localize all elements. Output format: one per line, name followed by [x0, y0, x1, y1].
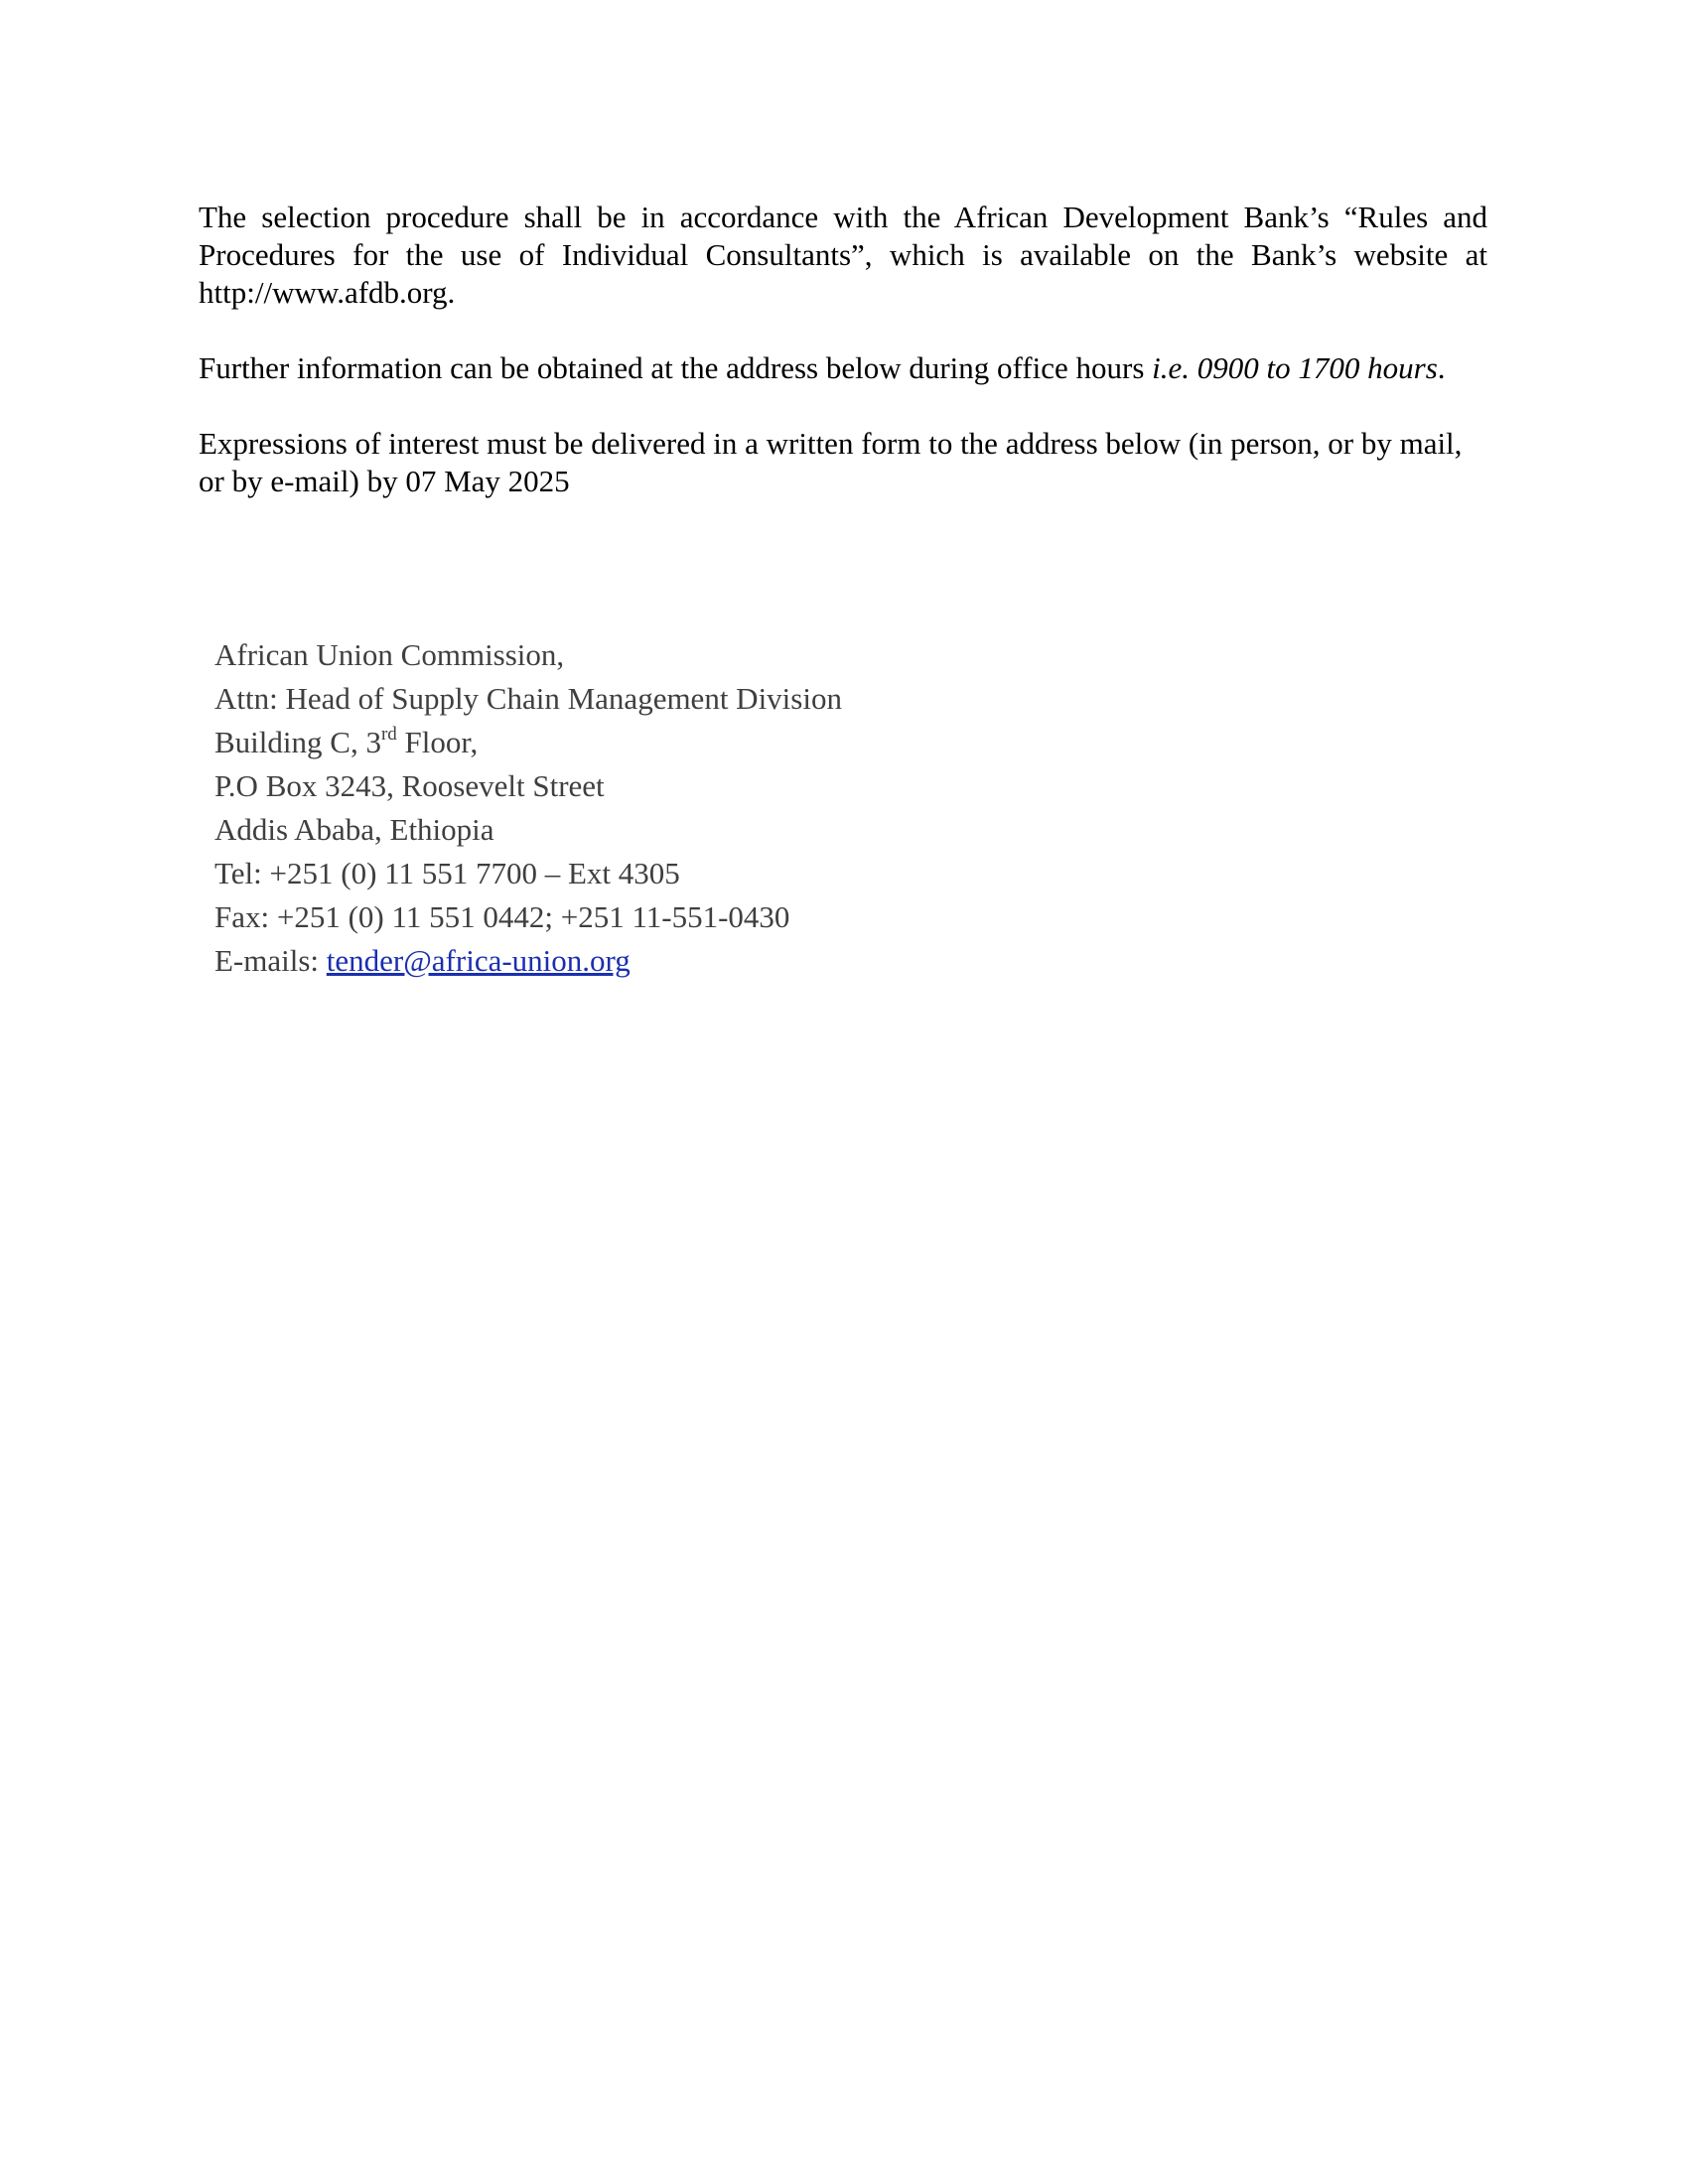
address-attention: Attn: Head of Supply Chain Management Division — [214, 681, 842, 716]
address-organization: African Union Commission, — [214, 637, 565, 672]
further-information-end: . — [1437, 350, 1446, 385]
further-information-paragraph — [199, 349, 1487, 387]
address-building-prefix: Building C, 3 — [214, 725, 381, 759]
address-email-label: E-mails: — [214, 943, 327, 978]
address-building — [214, 721, 1108, 764]
office-hours: i.e. 0900 to 1700 hours — [1152, 350, 1438, 385]
further-information-text: Further information can be obtained at the address below during office hours — [199, 350, 1153, 385]
address-city: Addis Ababa, Ethiopia — [214, 812, 494, 847]
address-telephone: Tel: +251 (0) 11 551 7700 – Ext 4305 — [214, 856, 680, 890]
address-building-suffix: Floor, — [396, 725, 479, 759]
selection-procedure-paragraph: The selection procedure shall be in accordance with the African Development Bank’s “Rules and Procedures for the use of Individual Consultants”, which is available on the Bank’s website at http://www.afdb.org. — [199, 200, 1487, 310]
expressions-of-interest-paragraph: Expressions of interest must be delivered in a written form to the address below (in person, or by mail, or by e-mail) by 07 May 2025 — [199, 426, 1463, 498]
address-po-box: P.O Box 3243, Roosevelt Street — [214, 768, 605, 803]
address-fax: Fax: +251 (0) 11 551 0442; +251 11-551-0430 — [214, 899, 790, 934]
contact-address-block — [214, 633, 1108, 983]
address-email-line — [214, 939, 1108, 983]
address-floor-ordinal: rd — [380, 724, 397, 745]
email-link[interactable]: tender@africa-union.org — [326, 943, 631, 978]
